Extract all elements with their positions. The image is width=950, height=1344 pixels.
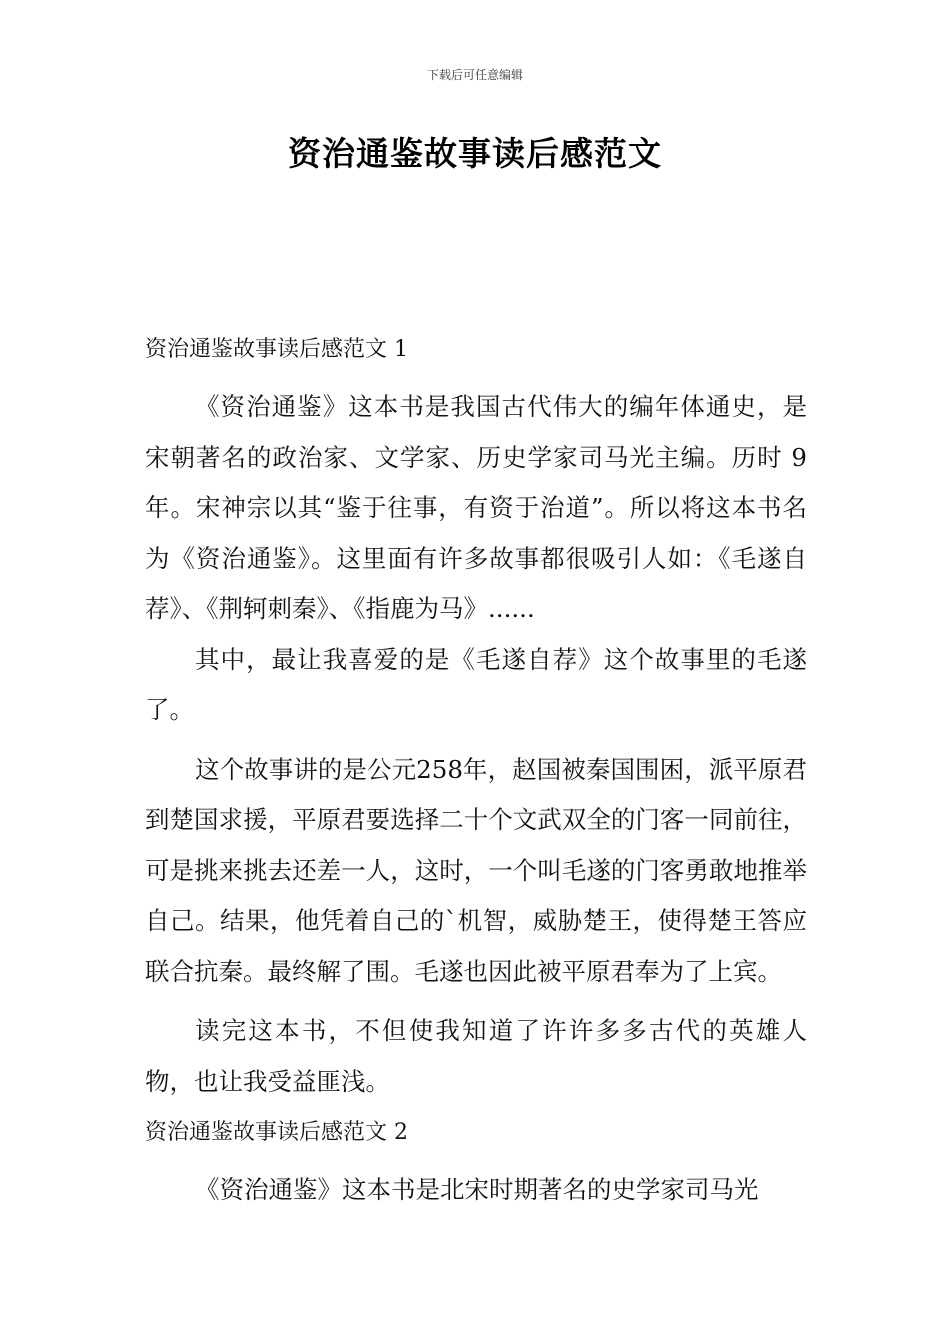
document-body [145, 330, 807, 1216]
header-note: 下载后可任意编辑 [426, 68, 523, 82]
paragraph-1-2: 其中，最让我喜爱的是《毛遂自荐》这个故事里的毛遂了。 [145, 644, 807, 724]
paragraph-1-4: 读完这本书，不但使我知道了许许多多古代的英雄人物，也让我受益匪浅。 [145, 1016, 807, 1096]
section-heading-2: 资治通鉴故事读后感范文 2 [145, 1120, 408, 1145]
section-heading-1: 资治通鉴故事读后感范文 1 [145, 337, 408, 362]
document-title: 资治通鉴故事读后感范文 [288, 134, 662, 173]
paragraph-1-3: 这个故事讲的是公元258年，赵国被秦国围困，派平原君到楚国求援，平原君要选择二十个文武双全的门客一同前往，可是挑来挑去还差一人，这时，一个叫毛遂的门客勇敢地推举自己。结果，他凭着自己的`机智，威胁楚王，使得楚王答应联合抗秦。最终解了围。毛遂也因此被平原君奉为了上宾。 [145, 754, 807, 986]
paragraph-2-1: 《资治通鉴》这本书是北宋时期著名的史学家司马光 [195, 1175, 759, 1204]
paragraph-1-1: 《资治通鉴》这本书是我国古代伟大的编年体通史，是宋朝著名的政治家、文学家、历史学家司马光主编。历时 9 年。宋神宗以其“鉴于往事，有资于治道”。所以将这本书名为《资治通鉴》。这里面有许多故事都很吸引人如：《毛遂自荐》、《荆轲刺秦》、《指鹿为马》...... [145, 392, 807, 623]
